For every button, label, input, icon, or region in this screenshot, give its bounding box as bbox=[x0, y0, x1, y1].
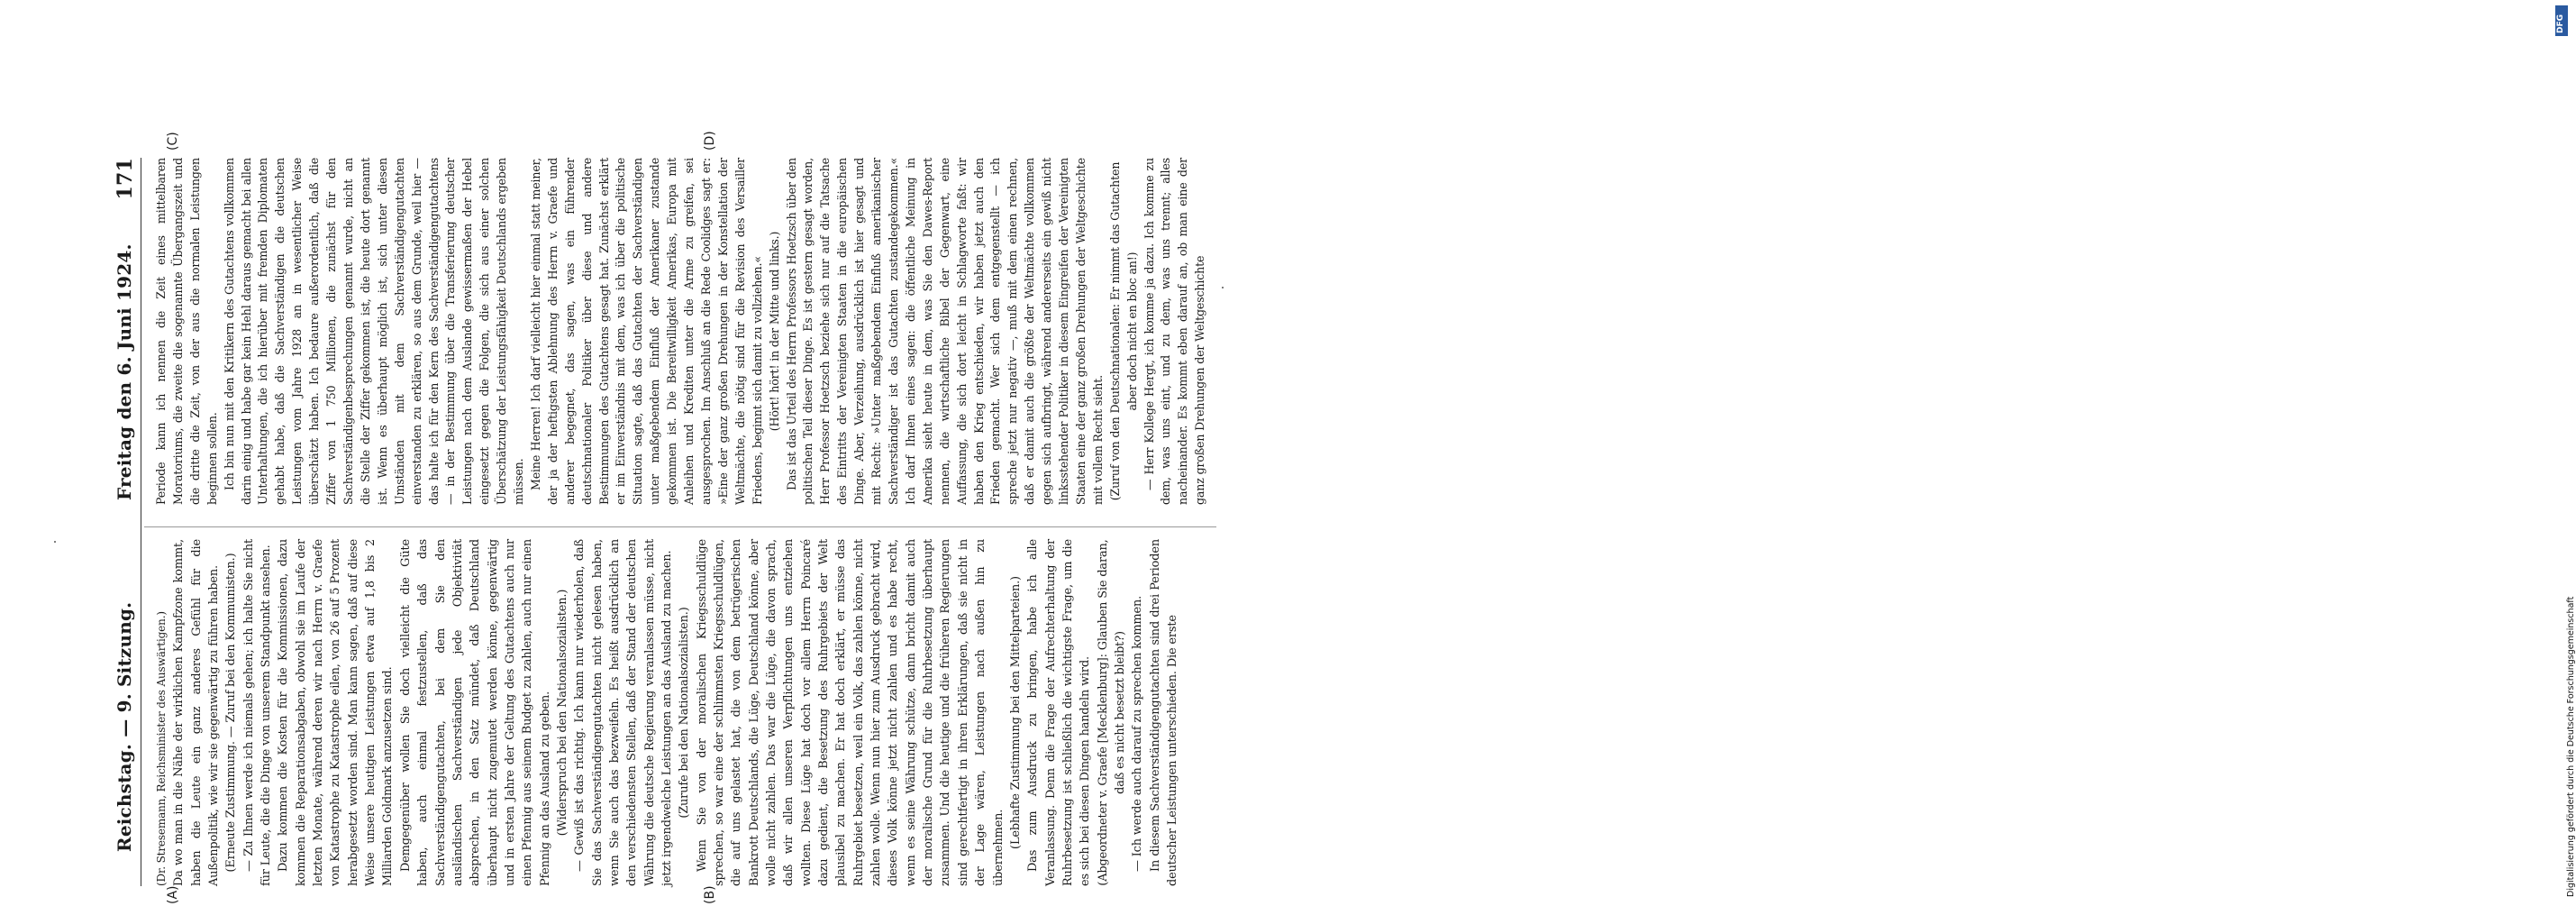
scan-speck bbox=[1222, 287, 1224, 288]
left-column bbox=[153, 539, 1216, 886]
running-header-left: Reichstag. — 9. Sitzung. bbox=[114, 601, 135, 852]
paragraph: Wenn Sie von der moralischen Kriegsschuldlüge sprechen, so war eine der schlimmsten Kriegsschuldlügen, die auf uns gelastet hat, die von dem betrügerischen Bankrott Deutschlands, die Lüge, Deutschland könne, aber wolle nicht zahlen. Das war die Lüge, die davon sprach, daß wir allen unseren Verpflichtungen uns entziehen wollten. Diese Lüge hat doch vor allem Herrn Poincaré dazu gedient, die Besetzung des Ruhrgebiets der Welt plausibel zu machen. Er hat doch erklärt, er müsse das Ruhrgebiet besetzen, weil ein Volk, das zahlen könne, nicht zahlen wolle. Wenn nun hier zum Ausdruck gebracht wird, dieses Volk könne jetzt nicht zahlen und es habe recht, wenn es seine Währung schütze, dann bricht damit auch der moralische Grund für die Ruhrbesetzung überhaupt zusammen. Und die heutige und die früheren Regierungen sind gerechtfertigt in ihren Erklärungen, daß sie nicht in der Lage wären, Leistungen nach außen hin zu übernehmen. bbox=[695, 539, 1006, 886]
margin-marker-c: (C) bbox=[166, 132, 180, 151]
page-number: 171 bbox=[114, 158, 137, 200]
speaker-line: (Dr. Stresemann, Reichsminister des Auswärtigen.) bbox=[155, 611, 168, 886]
column-divider bbox=[144, 526, 1216, 527]
interjection: (Erneute Zustimmung. — Zuruf bei den Kommunisten.) bbox=[224, 553, 239, 873]
interjection: (Hört! hört! in der Mitte und links.) bbox=[767, 231, 781, 432]
paragraph: Dazu kommen die Kosten für die Kommissionen, dazu kommen die Reparationsabgaben, obwohl sie im Laufe der letzten Monate, während deren wir nach Herrn v. Graefe von Katastrophe zu Katastrophe eilen, von 26 auf 5 Prozent herabgesetzt worden sind. Man kann sagen, daß auf diese Weise unsere heutigen Leistungen etwa auf 1,8 bis 2 Milliarden Goldmark anzusetzen sind. bbox=[277, 539, 396, 886]
paragraph: — Ich werde auch darauf zu sprechen kommen. bbox=[1131, 595, 1145, 872]
paragraph: Demgegenüber wollen Sie doch vielleicht die Güte haben, auch einmal festzustellen, daß das Sachverständigengutachten, bei dem Sie den ausländischen Sachverständigen jede Objektivität absprechen, in den Satz mündet, daß Deutschland überhaupt nicht zugemutet werden könne, gegenwärtig und in ersten Jahre der Geltung des Gutachtens auch nur einen Pfennig aus seinem Budget zu zahlen, auch nur einen Pfennig an das Ausland zu geben. bbox=[398, 539, 552, 886]
paragraph: Periode kann ich nennen die Zeit eines mittelbaren Moratoriums, die zweite die sogenannte Übergangszeit und die dritte die Zeit, von der aus die normalen Leistungen beginnen sollen. bbox=[154, 158, 219, 505]
paragraph: Das zum Ausdruck zu bringen, habe ich alle Veranlassung. Denn die Frage der Aufrechterhaltung der Ruhrbesetzung ist schließlich die wichtigste Frage, um die es sich bei diesen Dingen handeln wird. bbox=[1026, 539, 1093, 886]
interjection: (Widerspruch bei den Nationalsozialisten.) bbox=[555, 589, 569, 837]
interjection: (Zuruf von den Deutschnationalen: Er nimmt das Gutachten aber doch nicht en bloc an!) bbox=[1107, 161, 1139, 501]
margin-marker-d: (D) bbox=[703, 131, 717, 151]
right-column bbox=[153, 158, 1216, 505]
interjection: (Abgeordneter v. Graefe [Mecklenburg]: Glauben Sie daran, daß es nicht besetzt bleibt?) bbox=[1096, 539, 1127, 886]
margin-marker-b: (B) bbox=[703, 885, 717, 904]
interjection: (Zurufe bei den Nationalsozialisten.) bbox=[678, 607, 692, 819]
running-header-right bbox=[114, 158, 135, 500]
paragraph: — Gewiß ist das richtig. Ich kann nur wiederholen, daß Sie das Sachverständigengutachten nicht gelesen haben, wenn Sie auch das bezweifeln. Es heißt ausdrücklich an den verschiedensten Stellen, daß der Stand der deutschen Währung die deutsche Regierung veranlassen müsse, nicht jetzt irgendwelche Leistungen an das Ausland zu machen. bbox=[573, 539, 674, 886]
interjection: (Lebhafte Zustimmung bei den Mittelparteien.) bbox=[1008, 576, 1023, 849]
margin-marker-a: (A) bbox=[166, 885, 180, 904]
paragraph: Da wo man in die Nähe der wirklichen Kampfzone kommt, haben die Leute ein ganz anderes Gefühl für die Außenpolitik, wie wir sie gegenwärtig zu führen haben. bbox=[172, 539, 222, 886]
paragraph: Meine Herren! Ich darf vielleicht hier einmal statt meiner, der ja der heftigsten Ablehnung des Herrn v. Graefe und anderer begegnet, das sagen, was ein führender deutschnationaler Politiker über diese und andere Bestimmungen des Gutachtens gesagt hat. Zunächst erklärt er im Einverständnis mit dem, was ich über die politische Situation sagte, daß das Gutachten der Sachverständigen unter maßgebendem Einfluß der Amerikaner zustande gekommen ist. Die Bereitwilligkeit Amerikas, Europa mit Anleihen und Krediten unter die Arme zu greifen, sei ausgesprochen. Im Anschluß an die Rede Coolidges sagt er: »Eine der ganz großen Drehungen in der Konstellation der Weltmächte, die nötig sind für die Revision des Versailler Friedens, beginnt sich damit zu vollziehen.« bbox=[528, 158, 764, 505]
paragraph: — Zu Ihnen werde ich niemals gehen; ich halte Sie nicht für Leute, die die Dinge von unserem Standpunkt ansehen. bbox=[241, 539, 274, 886]
digitization-watermark bbox=[1278, 0, 2576, 901]
scan-speck bbox=[54, 541, 56, 543]
rotated-page-content bbox=[108, 131, 1225, 906]
watermark-text: Digitalisierung gefördert durch die Deutsche Forschungsgemeinschaft bbox=[2566, 596, 2576, 897]
paragraph: Das ist das Urteil des Herrn Professors Hoetzsch über den politischen Teil dieser Dinge. Es ist gestern gesagt worden, Herr Professor Hoetzsch beziehe sich nur auf die Tatsache des Eintritts der Vereinigten Staaten in die europäischen Dinge. Aber, Verzeihung, ausdrücklich ist hier gesagt und mit Recht: »Unter maßgebendem Einfluß amerikanischer Sachverständiger ist das Gutachten zustandegekommen.« Ich darf Ihnen eines sagen: die öffentliche Meinung in Amerika sieht heute in dem, was Sie den Dawes-Report nennen, die wirtschaftliche Bibel der Gegenwart, eine Auffassung, die sich dort leicht in Schlagworte faßt: wir haben den Krieg entschieden, wir haben jetzt auch den Frieden gemacht. Wer sich dem entgegenstellt — ich spreche jetzt nur negativ —, muß mit dem einen rechnen, daß er damit auch die größte der Weltmächte vollkommen gegen sich aufbringt, während andererseits ein gewiß nicht linksstehender Politiker in diesem Eingreifen der Vereinigten Staaten eine der ganz großen Drehungen der Weltgeschichte mit vollem Recht sieht. bbox=[784, 158, 1105, 505]
dfg-logo: DFG bbox=[2555, 5, 2568, 36]
paragraph: In diesem Sachverständigengutachten sind drei Perioden deutscher Leistungen unterschieden. Die erste bbox=[1148, 539, 1179, 886]
header-date: Freitag den 6. Juni 1924. bbox=[114, 243, 135, 500]
paragraph: — Herr Kollege Hergt, ich komme ja dazu. Ich komme zu dem, was uns eint, und zu dem, was uns trennt; alles nacheinander. Es kommt eben darauf an, ob man eine der ganz großen Drehungen der Weltgeschichte bbox=[1142, 158, 1207, 505]
paragraph: Ich bin nun mit den Kritikern des Gutachtens vollkommen darin einig und habe gar kein Hehl daraus gemacht bei allen Unterhaltungen, die ich hierüber mit fremden Diplomaten gehabt habe, daß die Sachverständigen die deutschen Leistungen vom Jahre 1928 an in wesentlicher Weise überschätzt haben. Ich bedaure außerordentlich, daß die Ziffer von 1 750 Millionen, die zunächst für den Sachverständigenbesprechungen genannt wurde, nicht an die Stelle der Ziffer gekommen ist, die heute dort genannt ist. Wenn es überhaupt möglich ist, sich unter diesen Umständen mit dem Sachverständigengutachten einverstanden zu erklären, so aus dem Grunde, weil hier — das halte ich für den Kern des Sachverständigengutachtens — in der Bestimmung über die Transferierung deutscher Leistungen nach dem Auslande gewissermaßen der Hebel eingesetzt gegen die Folgen, die sich aus einer solchen Überschätzung der Leistungsfähigkeit Deutschlands ergeben müssen. bbox=[222, 158, 526, 505]
